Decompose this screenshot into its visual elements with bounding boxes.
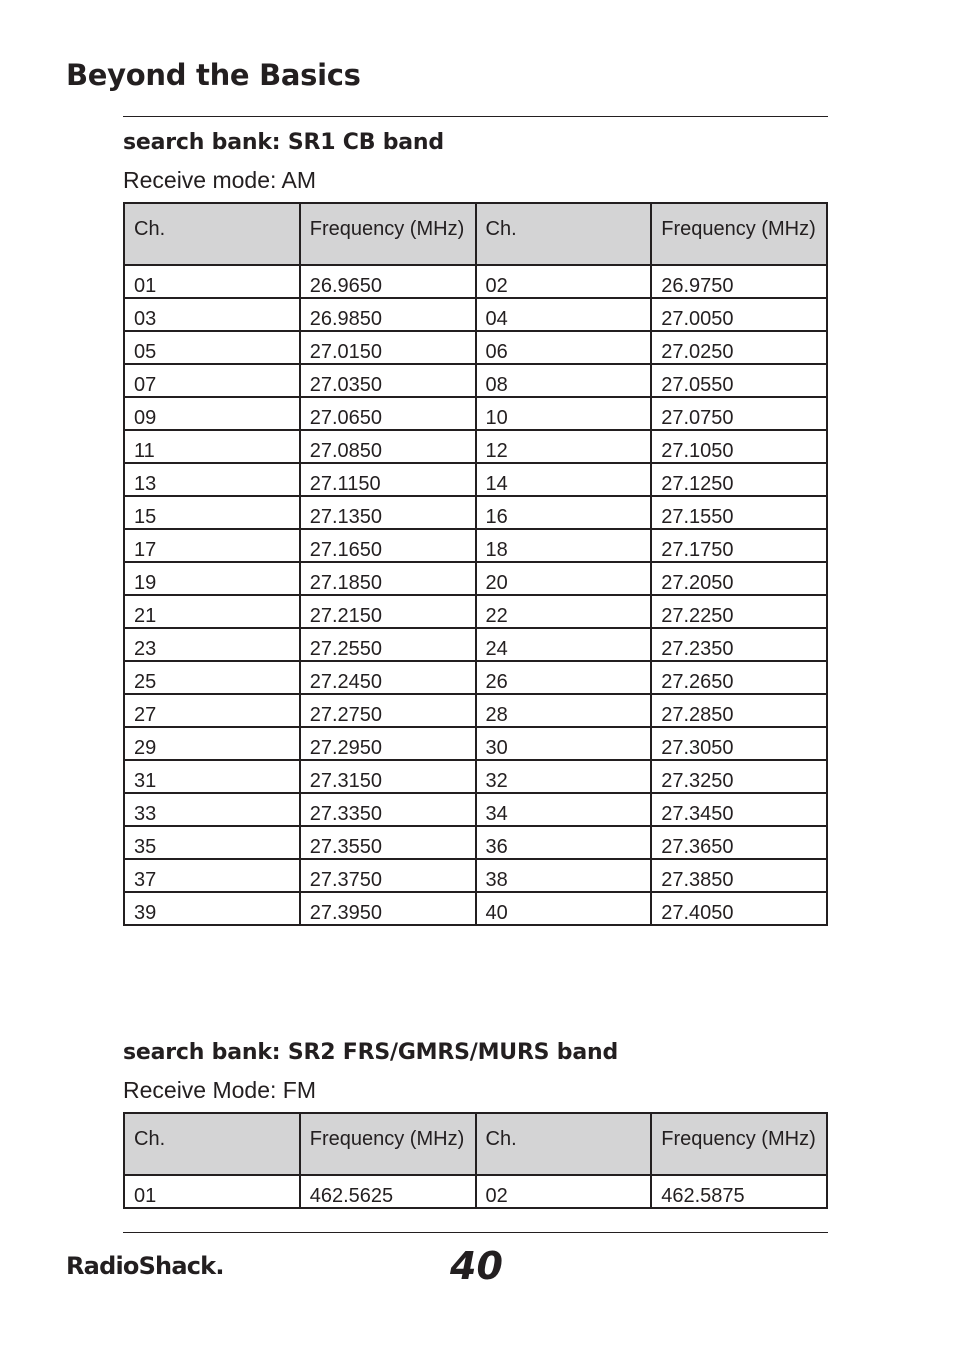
table-row bbox=[124, 463, 827, 496]
channel-cell: 24 bbox=[476, 628, 652, 661]
channel-cell: 21 bbox=[124, 595, 300, 628]
frequency-cell: 27.0650 bbox=[300, 397, 476, 430]
section-title: search bank: SR2 FRS/GMRS/MURS band bbox=[123, 1040, 618, 1065]
channel-cell: 26 bbox=[476, 661, 652, 694]
frequency-cell: 27.1750 bbox=[651, 529, 827, 562]
frequency-cell: 26.9850 bbox=[300, 298, 476, 331]
table-row bbox=[124, 628, 827, 661]
frequency-cell: 27.3550 bbox=[300, 826, 476, 859]
frequency-cell: 27.0750 bbox=[651, 397, 827, 430]
frequency-cell: 27.0350 bbox=[300, 364, 476, 397]
column-header-frequency: Frequency (MHz) bbox=[651, 203, 827, 265]
page-header: Beyond the Basics bbox=[66, 58, 361, 92]
frequency-cell: 27.0850 bbox=[300, 430, 476, 463]
channel-cell: 25 bbox=[124, 661, 300, 694]
table-row bbox=[124, 859, 827, 892]
frequency-cell: 27.1150 bbox=[300, 463, 476, 496]
column-header-frequency: Frequency (MHz) bbox=[300, 1113, 476, 1175]
channel-cell: 40 bbox=[476, 892, 652, 925]
footer-rule bbox=[123, 1232, 828, 1233]
frequency-cell: 27.3050 bbox=[651, 727, 827, 760]
frequency-cell: 27.2950 bbox=[300, 727, 476, 760]
frequency-cell: 27.2050 bbox=[651, 562, 827, 595]
frequency-cell: 27.2350 bbox=[651, 628, 827, 661]
table-row bbox=[124, 793, 827, 826]
channel-cell: 28 bbox=[476, 694, 652, 727]
channel-cell: 27 bbox=[124, 694, 300, 727]
channel-cell: 13 bbox=[124, 463, 300, 496]
table-row bbox=[124, 562, 827, 595]
table-row bbox=[124, 364, 827, 397]
channel-cell: 03 bbox=[124, 298, 300, 331]
frequency-cell: 27.1250 bbox=[651, 463, 827, 496]
frequency-cell: 27.2550 bbox=[300, 628, 476, 661]
channel-cell: 16 bbox=[476, 496, 652, 529]
section-sr1 bbox=[123, 128, 828, 926]
table-row bbox=[124, 430, 827, 463]
frequency-cell: 27.3250 bbox=[651, 760, 827, 793]
frequency-cell: 27.0550 bbox=[651, 364, 827, 397]
frequency-cell: 462.5875 bbox=[651, 1175, 827, 1208]
frequency-cell: 26.9650 bbox=[300, 265, 476, 298]
table-row bbox=[124, 298, 827, 331]
channel-cell: 11 bbox=[124, 430, 300, 463]
radioshack-logo: RadioShack. bbox=[66, 1252, 224, 1280]
frequency-cell: 27.3450 bbox=[651, 793, 827, 826]
table-row bbox=[124, 661, 827, 694]
channel-cell: 35 bbox=[124, 826, 300, 859]
section-sr2 bbox=[123, 1038, 828, 1209]
frequency-cell: 27.2150 bbox=[300, 595, 476, 628]
channel-cell: 04 bbox=[476, 298, 652, 331]
channel-cell: 33 bbox=[124, 793, 300, 826]
header-rule bbox=[123, 116, 828, 117]
channel-cell: 30 bbox=[476, 727, 652, 760]
table-header-row bbox=[124, 1113, 827, 1175]
table-row bbox=[124, 265, 827, 298]
section-title: search bank: SR1 CB band bbox=[123, 130, 444, 155]
frequency-cell: 27.2450 bbox=[300, 661, 476, 694]
channel-cell: 09 bbox=[124, 397, 300, 430]
table-row bbox=[124, 727, 827, 760]
frequency-cell: 27.3950 bbox=[300, 892, 476, 925]
table-row bbox=[124, 331, 827, 364]
column-header-frequency: Frequency (MHz) bbox=[651, 1113, 827, 1175]
frequency-cell: 27.2750 bbox=[300, 694, 476, 727]
channel-cell: 31 bbox=[124, 760, 300, 793]
channel-cell: 08 bbox=[476, 364, 652, 397]
frequency-cell: 27.1650 bbox=[300, 529, 476, 562]
frequency-cell: 462.5625 bbox=[300, 1175, 476, 1208]
channel-cell: 07 bbox=[124, 364, 300, 397]
channel-cell: 14 bbox=[476, 463, 652, 496]
column-header-channel: Ch. bbox=[476, 1113, 652, 1175]
frequency-cell: 27.0250 bbox=[651, 331, 827, 364]
table-row bbox=[124, 529, 827, 562]
frequency-cell: 27.1850 bbox=[300, 562, 476, 595]
frequency-table bbox=[123, 1112, 828, 1209]
channel-cell: 20 bbox=[476, 562, 652, 595]
channel-cell: 17 bbox=[124, 529, 300, 562]
frequency-cell: 27.3750 bbox=[300, 859, 476, 892]
table-row bbox=[124, 826, 827, 859]
column-header-channel: Ch. bbox=[124, 1113, 300, 1175]
channel-cell: 06 bbox=[476, 331, 652, 364]
channel-cell: 15 bbox=[124, 496, 300, 529]
frequency-cell: 26.9750 bbox=[651, 265, 827, 298]
frequency-cell: 27.3150 bbox=[300, 760, 476, 793]
channel-cell: 22 bbox=[476, 595, 652, 628]
channel-cell: 02 bbox=[476, 265, 652, 298]
table-row bbox=[124, 892, 827, 925]
frequency-cell: 27.1350 bbox=[300, 496, 476, 529]
channel-cell: 34 bbox=[476, 793, 652, 826]
frequency-cell: 27.3350 bbox=[300, 793, 476, 826]
channel-cell: 18 bbox=[476, 529, 652, 562]
frequency-cell: 27.0050 bbox=[651, 298, 827, 331]
column-header-frequency: Frequency (MHz) bbox=[300, 203, 476, 265]
table-header-row bbox=[124, 203, 827, 265]
column-header-channel: Ch. bbox=[124, 203, 300, 265]
channel-cell: 10 bbox=[476, 397, 652, 430]
channel-cell: 39 bbox=[124, 892, 300, 925]
channel-cell: 01 bbox=[124, 265, 300, 298]
channel-cell: 02 bbox=[476, 1175, 652, 1208]
frequency-cell: 27.2650 bbox=[651, 661, 827, 694]
channel-cell: 38 bbox=[476, 859, 652, 892]
table-row bbox=[124, 694, 827, 727]
table-row bbox=[124, 595, 827, 628]
table-row bbox=[124, 496, 827, 529]
frequency-table bbox=[123, 202, 828, 926]
frequency-cell: 27.4050 bbox=[651, 892, 827, 925]
receive-mode: Receive Mode: FM bbox=[123, 1077, 317, 1103]
channel-cell: 01 bbox=[124, 1175, 300, 1208]
frequency-cell: 27.1550 bbox=[651, 496, 827, 529]
receive-mode: Receive mode: AM bbox=[123, 167, 317, 193]
frequency-cell: 27.3650 bbox=[651, 826, 827, 859]
frequency-cell: 27.3850 bbox=[651, 859, 827, 892]
frequency-cell: 27.2250 bbox=[651, 595, 827, 628]
frequency-cell: 27.2850 bbox=[651, 694, 827, 727]
table-row bbox=[124, 397, 827, 430]
channel-cell: 05 bbox=[124, 331, 300, 364]
channel-cell: 23 bbox=[124, 628, 300, 661]
frequency-cell: 27.0150 bbox=[300, 331, 476, 364]
channel-cell: 12 bbox=[476, 430, 652, 463]
table-row bbox=[124, 760, 827, 793]
channel-cell: 29 bbox=[124, 727, 300, 760]
channel-cell: 32 bbox=[476, 760, 652, 793]
table-row bbox=[124, 1175, 827, 1208]
channel-cell: 37 bbox=[124, 859, 300, 892]
channel-cell: 36 bbox=[476, 826, 652, 859]
column-header-channel: Ch. bbox=[476, 203, 652, 265]
frequency-cell: 27.1050 bbox=[651, 430, 827, 463]
page-number: 40 bbox=[450, 1244, 503, 1288]
channel-cell: 19 bbox=[124, 562, 300, 595]
